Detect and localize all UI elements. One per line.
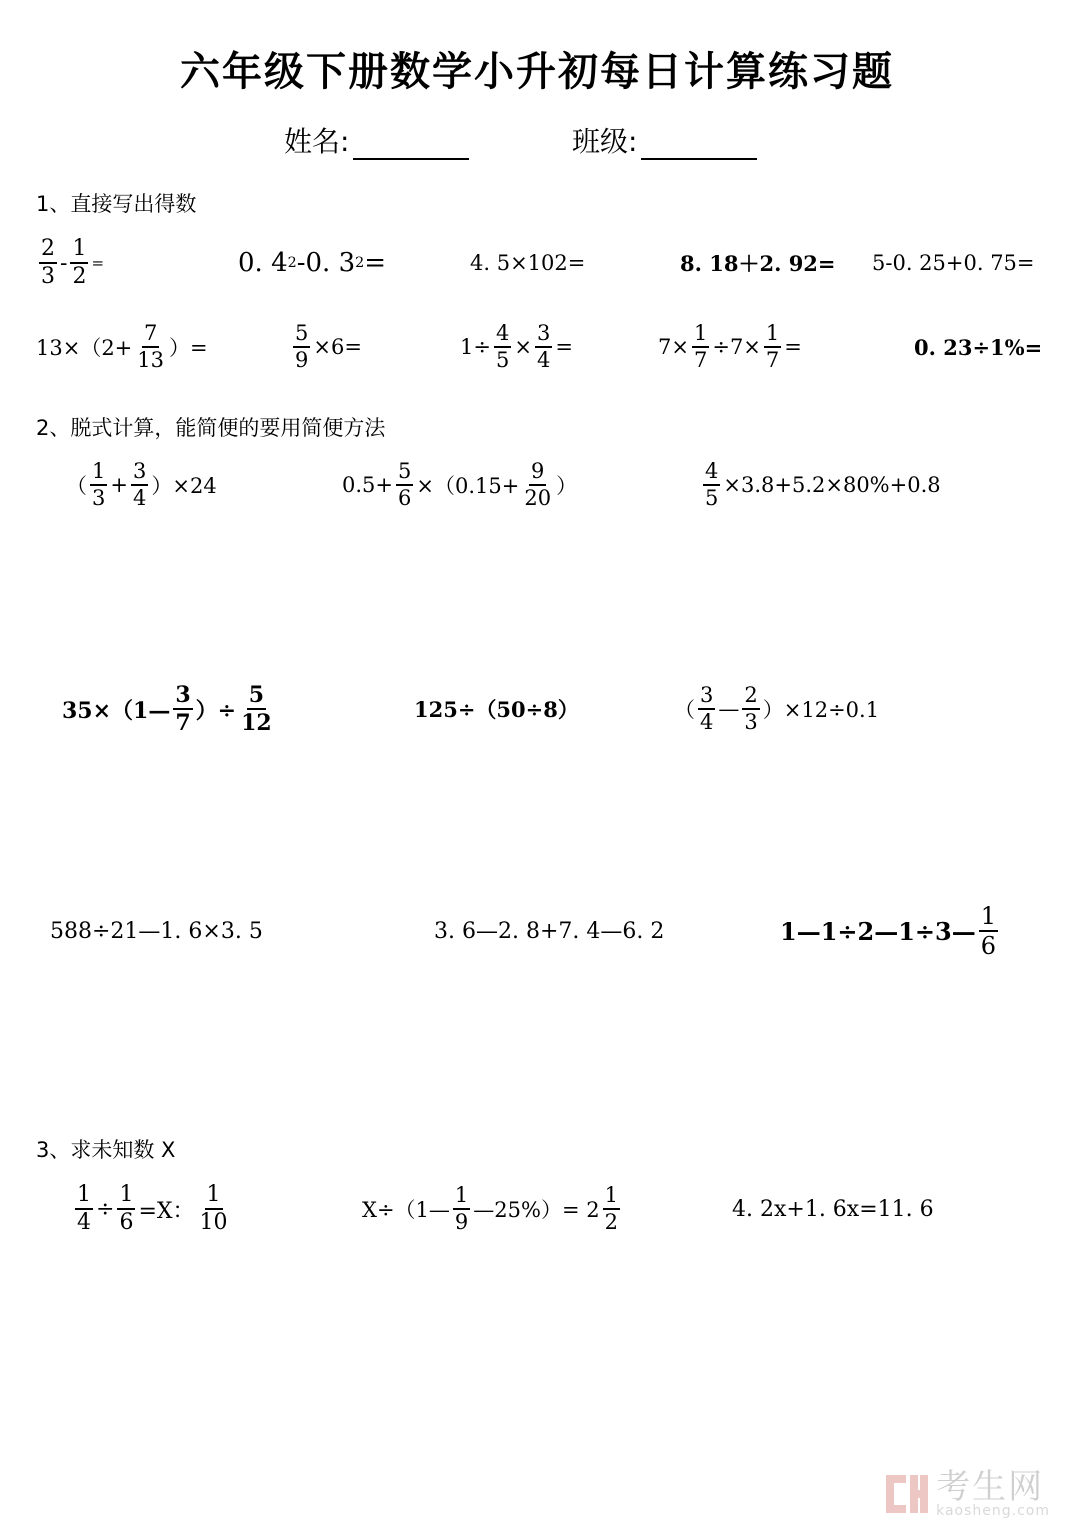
s2-expr-4: 35×（1— $\frac{3}{7}$ ）÷ $\frac{5}{12}$: [62, 681, 272, 736]
watermark-cn: 考生网: [936, 1467, 1045, 1507]
s3-expr-2: X÷（1— $\frac{1}{9}$ —25%）= 2 $\frac{1}{2}$: [362, 1182, 618, 1234]
s2-expr-8: 3. 6—2. 8+7. 4—6. 2: [434, 918, 665, 944]
s3-expr-3: 4. 2x+1. 6x=11. 6: [732, 1196, 934, 1222]
watermark-logo: [884, 1467, 1050, 1519]
logo-mark-icon: [884, 1471, 930, 1517]
s2-expr-9: 1—1÷2—1÷3— $\frac{1}{6}$: [780, 901, 996, 960]
name-blank[interactable]: [353, 132, 469, 160]
s1-expr-5: 5-0. 25+0. 75=: [872, 251, 1035, 275]
s2-expr-2: 0.5+ $\frac{5}{6}$ ×（0.15+ $\frac{9}{20}$ ）: [342, 458, 578, 510]
section3-heading: 3、求未知数 X: [36, 1138, 176, 1162]
s1-expr-6: 13×（2+ $\frac{7}{13}$ ）=: [36, 320, 208, 372]
name-label: 姓名:: [284, 125, 350, 158]
s2-expr-3: $\frac{4}{5}$ ×3.8+5.2×80%+0.8: [705, 458, 941, 510]
s1-expr-8: 1÷ $\frac{4}{5}$ × $\frac{3}{4}$ =: [460, 320, 573, 372]
s1-expr-9: 7× $\frac{1}{7}$ ÷7× $\frac{1}{7}$ =: [658, 320, 802, 372]
s1-expr-1: $\frac{2}{3}$ - $\frac{1}{2}$ =: [41, 235, 105, 289]
page-title: 六年级下册数学小升初每日计算练习题: [180, 49, 894, 95]
s1-expr-2: 0. 4 2 -0. 3 2 =: [238, 248, 387, 278]
section2-heading: 2、脱式计算，能简便的要用简便方法: [36, 416, 386, 440]
s2-expr-5: 125÷（50÷8）: [414, 697, 579, 722]
name-field: [284, 120, 469, 160]
class-label: 班级:: [572, 125, 638, 158]
s2-expr-7: 588÷21—1. 6×3. 5: [50, 918, 263, 944]
s1-expr-4: 8. 18＋2. 92=: [680, 251, 836, 276]
watermark-en: kaosheng.com: [936, 1503, 1050, 1519]
s2-expr-6: （ $\frac{3}{4}$ — $\frac{2}{3}$ ）×12÷0.1: [674, 682, 880, 734]
class-blank[interactable]: [641, 132, 757, 160]
s1-expr-10: 0. 23÷1%=: [914, 334, 1043, 360]
class-field: [572, 120, 757, 160]
s1-expr-7: $\frac{5}{9}$ ×6=: [295, 320, 362, 372]
s1-expr-3: 4. 5×102=: [470, 251, 586, 275]
section1-heading: 1、直接写出得数: [36, 192, 197, 216]
s2-expr-1: （ $\frac{1}{3}$ + $\frac{3}{4}$ ）×24: [66, 458, 217, 510]
s3-expr-1: $\frac{1}{4}$ ÷ $\frac{1}{6}$ =X： $\frac{1}{10}$: [77, 1181, 228, 1235]
